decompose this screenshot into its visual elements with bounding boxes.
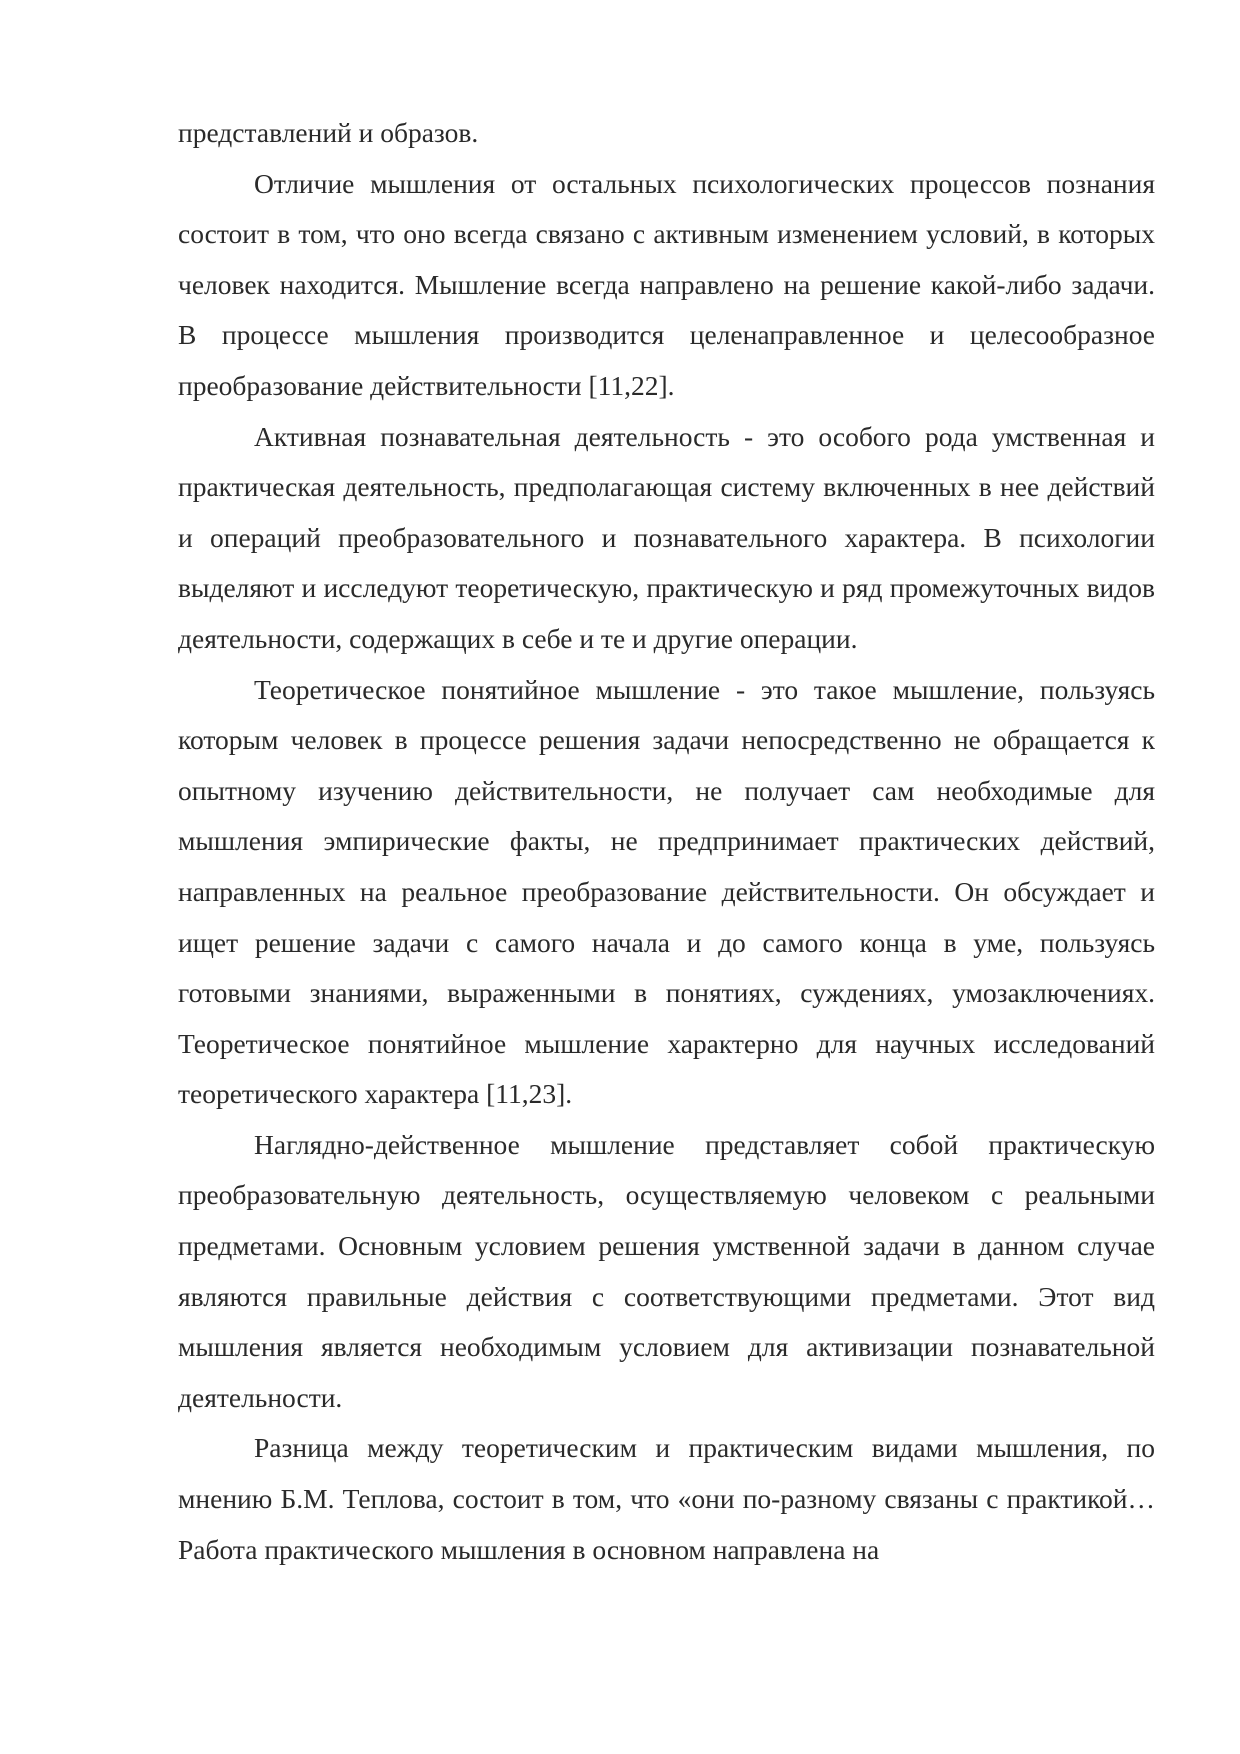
- paragraph-cognitive-activity: Активная познавательная деятельность - это особого рода умственная и практическая деятельность, предполагающая систему включенных в нее действий и операций преобразовательного и познавательного характера. В психологии выделяют и исследуют теоретическую, практическую и ряд промежуточных видов деятельности, содержащих в себе и те и другие операции.: [178, 420, 1155, 654]
- paragraph-teplov-difference: Разница между теоретическим и практическим видами мышления, по мнению Б.М. Теплова, состоит в том, что «они по-разному связаны с практикой… Работа практического мышления в основном направлена на: [178, 1432, 1155, 1565]
- paragraph-continuation: представлений и образов.: [178, 117, 479, 148]
- paragraph-theoretical-thinking: Теоретическое понятийное мышление - это такое мышление, пользуясь которым человек в процессе решения задачи непосредственно не обращается к опытному изучению действительности, не получает сам необходимые для мышления эмпирические факты, не предпринимает практических действий, направленных на реальное преобразование действительности. Он обсуждает и ищет решение задачи с самого начала и до самого конца в уме, пользуясь готовыми знаниями, выраженными в понятиях, суждениях, умозаключениях. Теоретическое понятийное мышление характерно для научных исследований теоретического характера [11,23].: [178, 673, 1155, 1110]
- paragraph-thinking-distinction: Отличие мышления от остальных психологических процессов познания состоит в том, что оно всегда связано с активным изменением условий, в которых человек находится. Мышление всегда направлено на решение какой-либо задачи. В процессе мышления производится целенаправленное и целесообразное преобразование действительности [11,22].: [178, 167, 1155, 401]
- body-text: [178, 108, 1155, 1575]
- paragraph-visual-action-thinking: Наглядно-действенное мышление представляет собой практическую преобразовательную деятельность, осуществляемую человеком с реальными предметами. Основным условием решения умственной задачи в данном случае являются правильные действия с соответствующими предметами. Этот вид мышления является необходимым условием для активизации познавательной деятельности.: [178, 1128, 1155, 1413]
